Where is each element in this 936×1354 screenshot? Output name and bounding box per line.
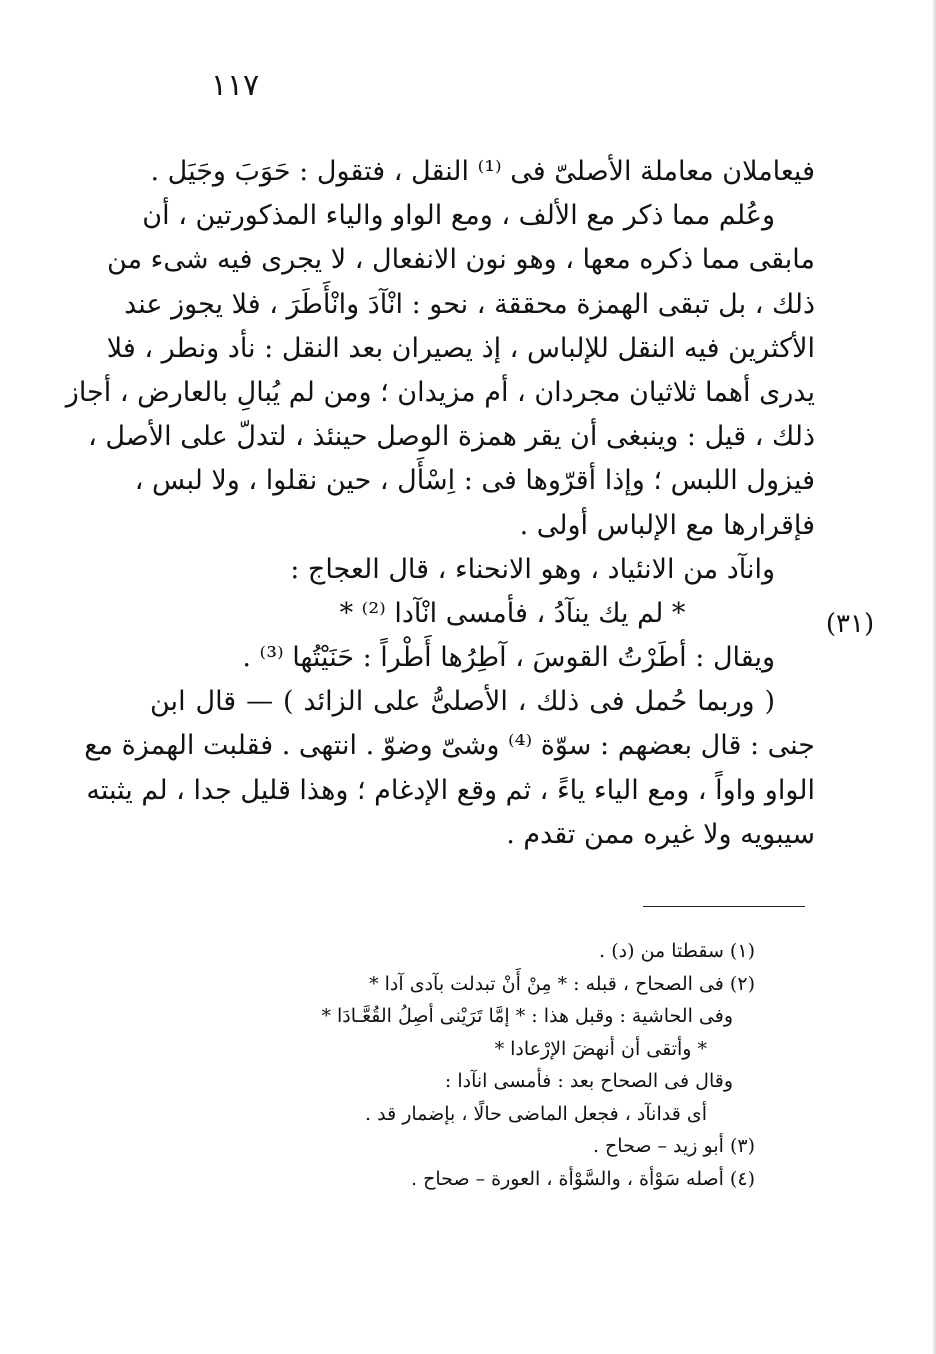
footnote: (٣) أبو زيد – صحاح . bbox=[592, 1135, 755, 1157]
text-line: جنى : قال بعضهم : سوّة ⁽⁴⁾ وشىّ وضوّ . انتهى . فقلبت الهمزة مع bbox=[84, 730, 815, 762]
main-text bbox=[65, 150, 815, 857]
text-line: ( وربما حُمل فى ذلك ، الأصلىُّ على الزائد ) — قال ابن bbox=[150, 686, 775, 718]
footnote-divider bbox=[643, 906, 805, 907]
text-line: وعُلم مما ذكر مع الألف ، ومع الواو والياء المذكورتين ، أن bbox=[142, 200, 775, 232]
text-line: سيبويه ولا غيره ممن تقدم . bbox=[506, 818, 815, 850]
verse-line: * لم يك ينآدُ ، فأمسى انْآدا ⁽²⁾ * bbox=[339, 597, 686, 629]
scan-edge-shadow bbox=[932, 0, 936, 1354]
text-line: فإقرارها مع الإلباس أولى . bbox=[519, 509, 815, 541]
footnotes bbox=[225, 935, 755, 1195]
text-line: وانآد من الانئياد ، وهو الانحناء ، قال العجاج : bbox=[290, 553, 775, 585]
text-line: فيزول اللبس ؛ وإذا أقرّوها فى : اِسْأَل ، حين نقلوا ، ولا لبس ، bbox=[134, 465, 815, 497]
footnote-verse: * وأتقى أن أنهضَ الإرْعادا * bbox=[494, 1037, 707, 1060]
text-line: فيعاملان معاملة الأصلىّ فى ⁽¹⁾ النقل ، فتقول : حَوَبَ وجَيَل . bbox=[150, 156, 815, 187]
footnote: (١) سقطتا من (د) . bbox=[599, 940, 755, 962]
footnote-continuation: وقال فى الصحاح بعد : فأمسى انآدا : bbox=[444, 1070, 733, 1092]
text-line: ذلك ، قيل : وينبغى أن يقر همزة الوصل حينئذ ، لتدلّ على الأصل ، bbox=[88, 421, 815, 453]
footnote: (٤) أصله سَوْأة ، والسَّوْأة ، العورة – صحاح . bbox=[411, 1167, 755, 1190]
footnote-continuation: أى قدانآد ، فجعل الماضى حالًا ، بإضمار قد . bbox=[365, 1102, 707, 1125]
margin-reference-number: (٣١) bbox=[825, 609, 875, 639]
text-line: يدرى أهما ثلاثيان مجردان ، أم مزيدان ؛ ومن لم يُبالِ بالعارض ، أجاز bbox=[65, 376, 815, 408]
text-line: مابقى مما ذكره معها ، وهو نون الانفعال ، لا يجرى فيه شىء من bbox=[107, 244, 815, 276]
page-number: ١١٧ bbox=[210, 68, 260, 103]
text-line: ذلك ، بل تبقى الهمزة محققة ، نحو : انْآدَ وانْأَطَرَ ، فلا يجوز عند bbox=[124, 288, 815, 320]
footnote-continuation: وفى الحاشية : وقبل هذا : * إمَّا تَرَيْنى أصِلُ القُعَّـادَا * bbox=[321, 1005, 733, 1027]
text-line: ويقال : أطَرْتُ القوسَ ، آطِرُها أَطْراً : حَنَيْتُها ⁽³⁾ . bbox=[242, 642, 775, 674]
footnote: (٢) فى الصحاح ، قبله : * مِنْ أَنْ تبدلت بآدى آدا * bbox=[369, 972, 755, 995]
text-line: الواو واواً ، ومع الياء ياءً ، ثم وقع الإدغام ؛ وهذا قليل جدا ، لم يثبته bbox=[86, 774, 815, 806]
text-line: الأكثرين فيه النقل للإلباس ، إذ يصيران بعد النقل : نأد ونطر ، فلا bbox=[106, 332, 815, 364]
